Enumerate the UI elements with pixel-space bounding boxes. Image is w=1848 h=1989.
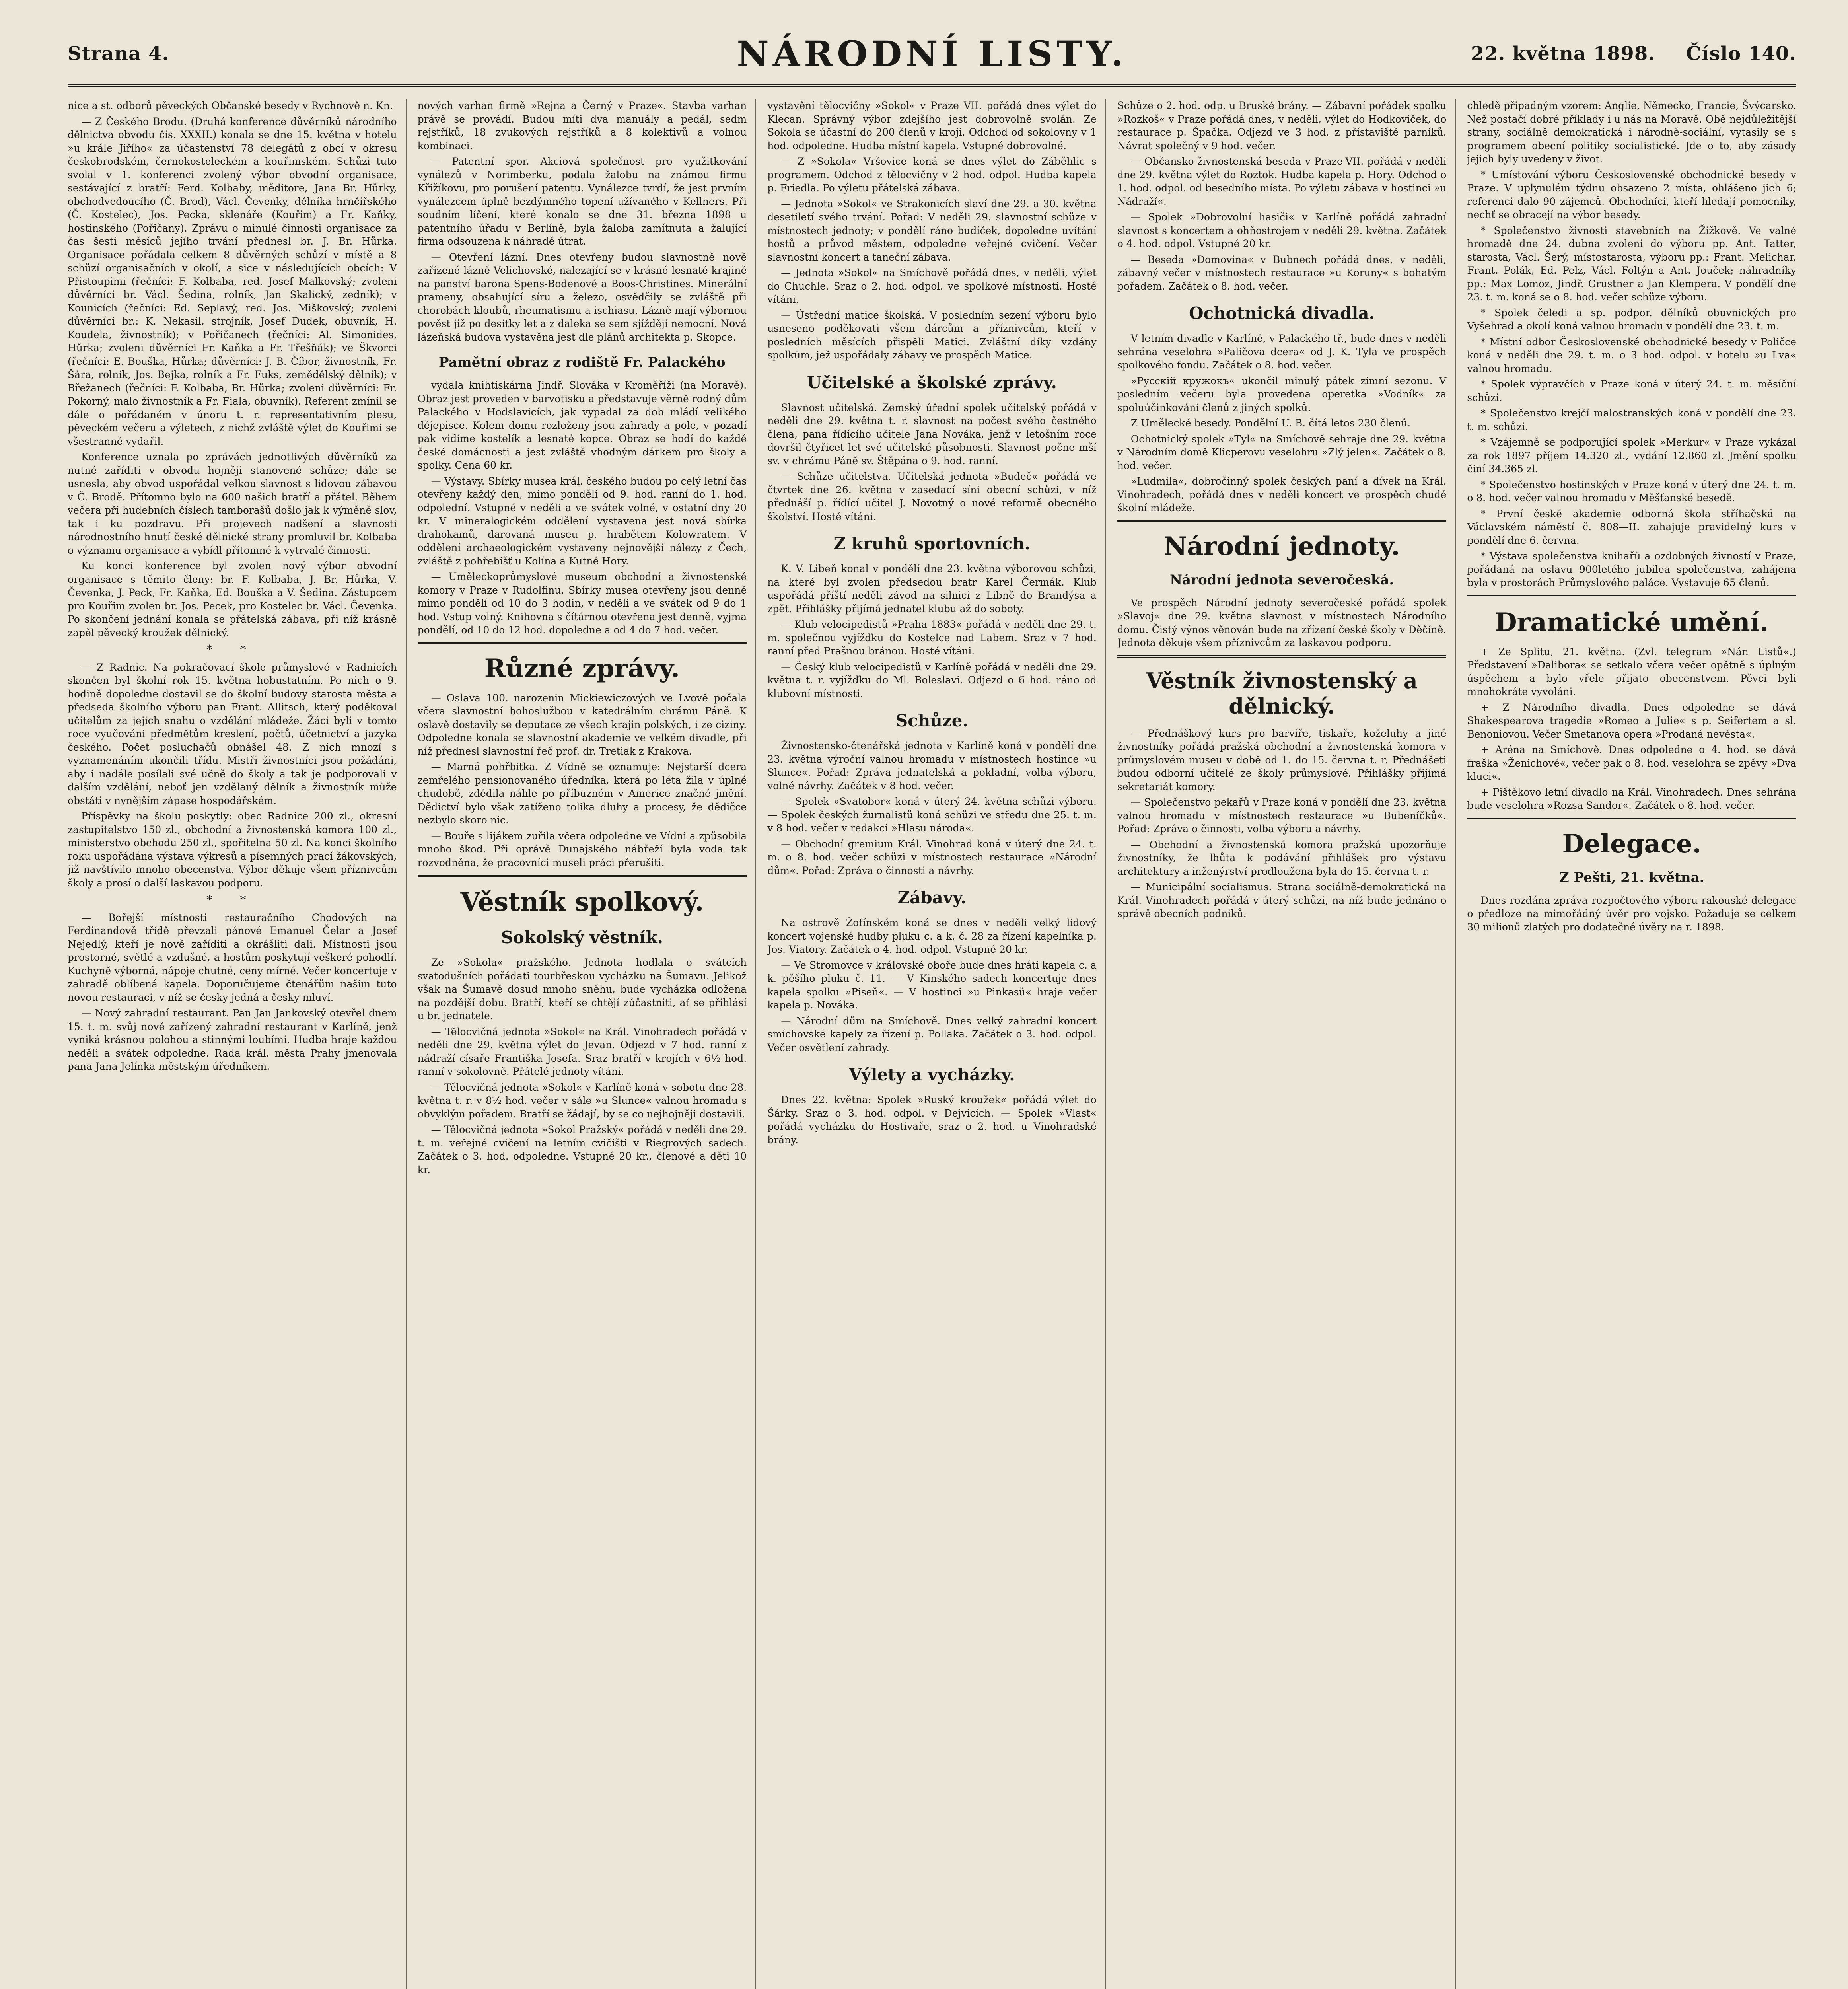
article-paragraph: Dnes 22. května: Spolek »Ruský kroužek« pořádá výlet do Šárky. Sraz o 3. hod. odpol. v Dejvicích. — Spolek »Vlast« pořádá vycházku do Hostivaře, sraz o 2. hod. u Vinohradské brány.: [767, 1094, 1097, 1146]
article-paragraph: Ve prospěch Národní jednoty severočeské pořádá spolek »Slavoj« dne 29. května slavnost v místnostech Národního domu. Čistý výnos věnován bude na zřízení české školy v Děčíně. Jednota děkuje všem příznivcům za laskavou podporu.: [1117, 597, 1447, 648]
article-paragraph: — Tělocvičná jednota »Sokol« v Karlíně koná v sobotu dne 28. května t. r. v 8½ hod. večer v sále »u Slunce« valnou hromadu s obvyklým pořadem. Bratří se žádají, by se co nejhojněji dostavili.: [417, 1081, 747, 1120]
article-paragraph: nice a st. odborů pěveckých Občanské besedy v Rychnově n. Kn.: [68, 100, 393, 111]
article-paragraph: — Výstavy. Sbírky musea král. českého budou po celý letní čas otevřeny každý den, mimo pondělí od 9. hod. ranní do 1. hod. odpolední. Vstupné v neděli a ve svátek volné, v ostatní dny 20 kr. V mineralogickém oddělení vystavena jest nová sbírka drahokamů, darovaná museu p. hrabětem Kolowratem. V oddělení archaeologickém vystaveny nejnovější nálezy z Čech, zvláště z pohřebišť u Kolína a Kutné Hory.: [417, 475, 747, 567]
section-heading: Pamětní obraz z rodiště Fr. Palackého: [439, 354, 726, 370]
article-paragraph: — Municipální socialismus. Strana sociálně-demokratická na Král. Vinohradech pořádá v úterý schůzi, na níž bude jednáno o správě obecních podniků.: [1117, 881, 1447, 919]
article-paragraph: — Z Radnic. Na pokračovací škole průmyslové v Radnicích skončen byl školní rok 15. května hobustatním. Po nich o 9. hodině dopoledne dostavil se do školní budovy starosta města a předseda školního výboru pan Frant. Allitsch, který poděkoval učitelům za jejich snahu o vzdělání mládeže. Žáci byli v tomto roce vyučováni předmětům kreslení, počtů, účetnictví a jazyka českého. Počet posluchačů obnášel 48. Z nich mnozí s vyznamenáním ukončili třídu. Mistři živnostníci jsou požádáni, aby i nadále posílali své učně do školy a tak je podporovali v dalším vzdělání, neboť jen vzdělaný dělník a živnostník může obstáti v nynějším zápase hospodářském.: [68, 661, 397, 806]
article-paragraph: — Otevření lázní. Dnes otevřeny budou slavnostně nově zařízené lázně Velichovské, nalezající se v krásné lesnaté krajině na panství barona Spens-Bodenové a Boos-Christines. Minerální prameny, obsahující síru a železo, osvědčily se zvláště při chorobách kloubů, rheumatismu a ischiasu. Lázně mají výbornou pověst již po desítky let a z daleka se sem sjíždějí nemocní. Nová lázeňská budova vystavěna jest dle plánů architekta p. Skopce.: [417, 251, 747, 343]
article-paragraph: Ku konci konference byl zvolen nový výbor obvodní organisace s těmito členy: br. F. Kolbaba, J. Br. Hůrka, V. Čevenka, J. Peck, Fr. Kaňka, Ed. Bouška a V. Šedina. Zástupcem pro Kouřim zvolen br. Jos. Pecek, pro Kostelec br. Václ. Čevenka. Po skončení jednání konala se přátelská zábava, při níž krásně zapěl pěvecký kroužek dělnický.: [68, 560, 397, 638]
article-paragraph: * Umístování výboru Československé obchodnické besedy v Praze. V uplynulém týdnu obsazeno 2 místa, ohlášeno jich 6; referenci dalo 90 zájemců. Obchodníci, kteří hledají pomocníky, nechť se obracejí na výbor besedy.: [1467, 169, 1796, 220]
article-paragraph: chledě připadným vzorem: Anglie, Německo, Francie, Švýcarsko. Než postačí dobré příklady i u nás na Moravě. Obě nejdůležitější strany, sociálně demokratická i národně-sociální, vytasily se s programem obecní politiky socialistické. Jde o to, aby zásady jejich byly uvedeny v život.: [1467, 100, 1796, 165]
article-paragraph: — Jednota »Sokol« na Smíchově pořádá dnes, v neděli, výlet do Chuchle. Sraz o 2. hod. odpol. ve spolkové místnosti. Hosté vítáni.: [767, 267, 1097, 305]
issue-date: 22. května 1898.: [1471, 43, 1655, 65]
column-2: [418, 99, 757, 1989]
article-paragraph: + Pištěkovo letní divadlo na Král. Vinohradech. Dnes sehrána bude veselohra »Rozsa Sandor«. Začátek o 8. hod. večer.: [1467, 786, 1796, 811]
masthead: [68, 24, 1796, 87]
article-paragraph: — Beseda »Domovina« v Bubnech pořádá dnes, v neděli, zábavný večer v místnostech restaurace »u Koruny« s bohatým pořadem. Začátek o 8. hod. večer.: [1117, 253, 1447, 292]
article-paragraph: — Obchodní a živnostenská komora pražská upozorňuje živnostníky, že lhůta k podávání přihlášek pro výstavu architektury a inženýrství prodloužena byla do 15. června t. r.: [1117, 839, 1447, 877]
section-heading: Z kruhů sportovních.: [833, 534, 1031, 553]
article-paragraph: nových varhan firmě »Rejna a Černý v Praze«. Stavba varhan právě se provádí. Budou míti dva manuály a pedál, sedm rejstříků, 18 zvukových rejstříků a 8 kolektivů a volnou kombinaci.: [417, 100, 747, 152]
section-subheading: Z Pešti, 21. května.: [1559, 869, 1704, 886]
article-paragraph: Slavnost učitelská. Zemský úřední spolek učitelský pořádá v neděli dne 29. května t. r. slavnost na počest svého čestného člena, pana řídícího učitele Jana Nováka, jenž v letošním roce dovršil čtyřicet let své učitelské působnosti. Slavnost počne mší sv. v chrámu Páně sv. Štěpána o 9. hod. ranní.: [767, 401, 1097, 467]
date-issue: [1438, 43, 1796, 65]
column-1: [68, 99, 407, 1989]
section-subheading: Sokolský věstník.: [501, 928, 663, 947]
issue-number: Číslo 140.: [1686, 43, 1796, 65]
article-paragraph: — Z Českého Brodu. (Druhá konference důvěrníků národního dělnictva obvodu čís. XXXII.) konala se dne 15. května v hotelu »u krále Jiřího« za účastenství 78 delegátů z obcí v okresu českobrodském, černokosteleckém a kouřimském. Schůzi tuto svolal v 1. konferenci zvolený výbor obvodní organisace, sestávající z bratří: Ferd. Kolbaby, měditore, Jana Br. Hůrky, obchodvedoucího (Č. Brod), Václ. Čevenky, dělníka hrnčířského (Č. Kostelec), Jos. Pecka, sklenáře (Kouřim) a Fr. Kaňky, hostinského (Pořičany). Zprávu o minulé činnosti organisace za čas šesti měsíců jejího trvání přednesl br. J. Br. Hůrka. Organisace pořádala celkem 8 důvěrných schůzí v místě a 8 schůzí organisačních v okolí, a sice v následujících obcích: V Přistoupimi (řečníci: F. Kolbaba, red. Josef Malkovský; zvoleni důvěrníci br. Václ. Šedina, rolník, Jan Skalický, zedník); v Kounicích (řečníci: Ed. Seplavý, red. Jos. Miškovský; zvoleni důvěrníci br.: K. Nekasil, strojník, Josef Dudek, obuvník, H. Koudela, živnostník); v Pořičanech (řečníci: Al. Simonides, Hůrka; zvoleni důvěrníci Fr. Kaňka a Fr. Třešňák); ve Škvorci (řečníci: E. Bouška, Hůrka; důvěrníci: J. B. Číbor, živnostník, Fr. Šára, rolník, Jos. Bejka, rolník a Fr. Fuks, zemědělský dělník); v Břežanech (řečníci: F. Kolbaba, Br. Hůrka; zvoleni důvěrníci: Fr. Pokorný, malo živnostník a Fr. Fiala, obuvník). Referent zmínil se dále o pořádaném v únoru t. r. representativním plesu, pěveckém večeru a výletech, z nichž zvláště výlet do Kouřimi se všestranně vydařil.: [68, 115, 397, 447]
section-subheading: Národní jednota severočeská.: [1169, 572, 1394, 588]
newspaper-title: NÁRODNÍ LISTY.: [737, 33, 1127, 74]
section-heading: Učitelské a školské zprávy.: [807, 372, 1057, 392]
section-heading: Věstník živnostenský a dělnický.: [1146, 668, 1418, 719]
article-paragraph: V letním divadle v Karlíně, v Palackého tř., bude dnes v neděli sehrána veselohra »Paličova dcera« od J. K. Tyla ve prospěch spolkového fondu. Začátek o 8. hod. večer.: [1117, 333, 1447, 371]
article-paragraph: * Vzájemně se podporující spolek »Merkur« v Praze vykázal za rok 1897 příjem 14.320 zl., vydání 12.860 zl. Jmění spolku činí 34.365 zl.: [1467, 436, 1796, 475]
article-paragraph: * Společenstvo hostinských v Praze koná v úterý dne 24. t. m. o 8. hod. večer valnou hromadu v Měšťanské besedě.: [1467, 479, 1796, 504]
section-rule: [1117, 655, 1447, 658]
article-paragraph: Ochotnický spolek »Tyl« na Smíchově sehraje dne 29. května v Národním domě Klicperovu veselohru »Zlý jelen«. Začátek o 8. hod. večer.: [1117, 433, 1447, 471]
article-paragraph: — Z »Sokola« Vršovice koná se dnes výlet do Záběhlic s programem. Odchod z tělocvičny v 2 hod. odpol. Hudba kapela p. Friedla. Po výletu přátelská zábava.: [767, 156, 1097, 194]
section-heading: Výlety a vycházky.: [849, 1065, 1015, 1084]
article-paragraph: — Oslava 100. narozenin Mickiewiczových ve Lvově počala včera slavnostní bohoslužbou v katedrálním chrámu Páně. K oslavě dostavily se deputace ze všech krajin polských, i ze ciziny. Odpoledne konala se slavnostní akademie ve velkém divadle, při níž přednesl slavnostní řeč prof. dr. Tretiak z Krakova.: [417, 692, 747, 757]
section-heading: Národní jednoty.: [1163, 531, 1400, 561]
section-heading: Různé zprávy.: [484, 653, 680, 683]
section-rule: [1117, 520, 1447, 522]
article-paragraph: K. V. Libeň konal v pondělí dne 23. května výborovou schůzi, na které byl zvolen předsedou bratr Karel Čermák. Klub uspořádá příští neděli závod na silnici z Libně do Brandýsa a zpět. Přihlášky přijímá jednatel klubu až do soboty.: [767, 563, 1097, 615]
section-rule: [418, 642, 747, 644]
article-paragraph: * Výstava společenstva knihařů a ozdobných živností v Praze, pořádaná na oslavu 900letého jubilea společenstva, zahájena byla v prostorách Průmyslového paláce. Vystavuje 65 členů.: [1467, 550, 1796, 588]
article-paragraph: Na ostrově Žofínském koná se dnes v neděli velký lidový koncert vojenské hudby pluku c. a k. č. 28 za řízení kapelníka p. Jos. Viatory. Začátek o 4. hod. odpol. Vstupné 20 kr.: [767, 917, 1097, 955]
article-paragraph: — Jednota »Sokol« ve Strakonicích slaví dne 29. a 30. května desetiletí svého trvání. Pořad: V neděli 29. slavnostní schůze v místnostech jednoty; v pondělí ráno budíček, dopoledne uvítání hostů a průvod městem, odpoledne veřejné cvičení. Večer slavnostní koncert a taneční zábava.: [767, 198, 1097, 263]
article-paragraph: — Tělocvičná jednota »Sokol« na Král. Vinohradech pořádá v neděli dne 29. května výlet do Jevan. Odjezd v 7 hod. ranní z nádraží císaře Františka Josefa. Sraz bratří v krojích v 6½ hod. ranní v sokolovně. Přátelé jednoty vítáni.: [417, 1026, 747, 1077]
section-heading: Schůze.: [895, 711, 969, 730]
article-paragraph: Dnes rozdána zpráva rozpočtového výboru rakouské delegace o předloze na mimořádný úvěr pro vojsko. Požaduje se celkem 30 milionů zlatých pro dodatečné úvěry na r. 1898.: [1467, 894, 1796, 933]
article-paragraph: — Společenstvo pekařů v Praze koná v pondělí dne 23. května valnou hromadu v místnostech restaurace »u Bubeníčků«. Pořad: Zpráva o činnosti, volba výboru a návrhy.: [1117, 796, 1447, 835]
section-separator: * *: [206, 643, 258, 657]
article-paragraph: * Společenstvo živnosti stavebních na Žižkově. Ve valné hromadě dne 24. dubna zvoleni do výboru pp. Ant. Tatter, starosta, Václ. Šerý, místostarosta, výboru pp.: Frant. Melichar, Frant. Polák, Ed. Pelz, Václ. Foltýn a Ant. Jouček; náhradníky pp.: Max Lomoz, Jindř. Grustner a Jan Klempera. V pondělí dne 23. t. m. koná se o 8. hod. večer schůze výboru.: [1467, 224, 1796, 303]
article-paragraph: Ze »Sokola« pražského. Jednota hodlala o svátcích svatodušních pořádati tourbřeskou vycházku na Šumavu. Jelikož však na Šumavě dosud mnoho sněhu, bude vycházka odložena na pozdější dobu. Bratří, kteří se chtějí zúčastniti, ať se přihlásí u br. jednatele.: [417, 957, 747, 1022]
article-paragraph: — Klub velocipedistů »Praha 1883« pořádá v neděli dne 29. t. m. společnou vyjížďku do Kostelce nad Labem. Sraz v 7 hod. ranní před Prašnou bránou. Hosté vítáni.: [767, 619, 1097, 657]
article-paragraph: — Národní dům na Smíchově. Dnes velký zahradní koncert smíchovské kapely za řízení p. Pollaka. Začátek o 3. hod. odpol. Večer osvětlení zahrady.: [767, 1015, 1097, 1053]
article-paragraph: — Ústřední matice školská. V posledním sezení výboru bylo usneseno poděkovati všem dárcům a příznivcům, kteří v posledních měsících přispěli Matici. Zvláštní díky vzdány spolkům, jež uspořádaly zábavy ve prospěch Matice.: [767, 309, 1097, 361]
section-heading: Ochotnická divadla.: [1189, 304, 1375, 323]
article-paragraph: — Schůze učitelstva. Učitelská jednota »Budeč« pořádá ve čtvrtek dne 26. května v zasedací síni obecní schůzi, v níž přednáší p. řídící učitel J. Novotný o nové reformě obecného školství. Hosté vítáni.: [767, 471, 1097, 522]
article-paragraph: — Spolek »Dobrovolní hasiči« v Karlíně pořádá zahradní slavnost s koncertem a ohňostrojem v neděli 29. května. Začátek o 4. hod. odpol. Vstupné 20 kr.: [1117, 211, 1447, 249]
page-number: Strana 4.: [68, 43, 169, 65]
article-paragraph: — Obchodní gremium Král. Vinohrad koná v úterý dne 24. t. m. o 8. hod. večer schůzi v místnostech restaurace »Národní dům«. Pořad: Zpráva o činnosti a návrhy.: [767, 838, 1097, 876]
article-paragraph: * Místní odbor Československé obchodnické besedy v Poličce koná v neděli dne 29. t. m. o 3 hod. odpol. v hotelu »u Lva« valnou hromadu.: [1467, 336, 1796, 374]
article-paragraph: — Ve Stromovce v královské oboře bude dnes hráti kapela c. a k. pěšího pluku č. 11. — V Kinského sadech koncertuje dnes kapela spolku »Piseň«. — V hostinci »u Pinkasů« hraje večer kapela p. Nováka.: [767, 959, 1097, 1011]
article-paragraph: — Uměleckoprůmyslové museum obchodní a živnostenské komory v Praze v Rudolfinu. Sbírky musea otevřeny jsou denně mimo pondělí od 10 do 3 hodin, v neděli a ve svátek od 9 do 1 hod. Vstup volný. Knihovna s čítárnou otevřena jest denně, vyjma pondělí, od 10 do 12 hod. dopoledne a od 4 do 7 hod. večer.: [417, 571, 747, 636]
article-paragraph: + Aréna na Smíchově. Dnes odpoledne o 4. hod. se dává fraška »Ženichové«, večer pak o 8. hod. veselohra se zpěvy »Dva kluci«.: [1467, 744, 1796, 782]
article-paragraph: Příspěvky na školu poskytly: obec Radnice 200 zl., okresní zastupitelstvo 150 zl., obchodní a živnostenská komora 100 zl., ministerstvo obchodu 250 zl., spořitelna 50 zl. Na konci školního roku uspořádána výstava výkresů a písemných prací žákovských, již navštívilo mnoho obecenstva. Výbor děkuje všem příznivcům školy a prosí o další laskavou podporu.: [68, 810, 397, 889]
section-heading: Delegace.: [1562, 829, 1701, 859]
article-paragraph: * Spolek výpravčích v Praze koná v úterý 24. t. m. měsíční schůzi.: [1467, 378, 1796, 403]
article-paragraph: Schůze o 2. hod. odp. u Bruské brány. — Zábavní pořádek spolku »Rozkoš« v Praze pořádá dnes, v neděli, výlet do Hodkoviček, do restaurace p. Špačka. Odjezd ve 3 hod. z přístaviště parníků. Návrat společný v 9 hod. večer.: [1117, 100, 1447, 152]
section-rule: [1467, 818, 1796, 819]
article-paragraph: — Patentní spor. Akciová společnost pro využitkování vynálezů v Norimberku, podala žalobu na známou firmu Křižíkovu, pro porušení patentu. Vynálezce tvrdí, že jest prvním vynálezcem úplně bezdýmného topení užívaného v Kellners. Při soudním líčení, které konalo se dne 31. března 1898 u patentního úřadu v Berlíně, byla žaloba zamítnuta a žalující firma odsouzena k náhradě útrat.: [417, 156, 747, 247]
article-paragraph: vydala knihtiskárna Jindř. Slováka v Kroměříži (na Moravě). Obraz jest proveden v barvotisku a představuje věrně rodný dům Palackého v Hodslavicích, jak vypadal za dob mládí velikého dějepisce. Kolem domu rozloženy jsou zahrady a pole, v pozadí pak vidíme kostelík a lesnaté kopce. Obraz se hodí do každé české domácnosti a jest zvláště vhodným dárkem pro školy a spolky. Cena 60 kr.: [417, 380, 747, 471]
article-paragraph: — Marná pohřbitka. Z Vídně se oznamuje: Nejstarší dcera zemřelého pensionovaného úředníka, která po léta žila v úplné chudobě, zdědila náhle po příbuzném v Americe značné jmění. Dědictví bylo však zatíženo tolika dluhy a procesy, že dědičce nezbylo skoro nic.: [417, 761, 747, 826]
article-paragraph: — Tělocvičná jednota »Sokol Pražský« pořádá v neděli dne 29. t. m. veřejné cvičení na letním cvičišti v Riegrových sadech. Začátek o 3. hod. odpoledne. Vstupné 20 kr., členové a děti 10 kr.: [417, 1124, 747, 1175]
article-paragraph: — Přednáškový kurs pro barvíře, tiskaře, koželuhy a jiné živnostníky pořádá pražská obchodní a živnostenská komora v průmyslovém museu v době od 1. do 15. června t. r. Přednášeti budou odborní učitelé ze školy průmyslové. Přihlášky přijímá sekretariát komory.: [1117, 727, 1447, 792]
article-paragraph: vystavění tělocvičny »Sokol« v Praze VII. pořádá dnes výlet do Klecan. Správný výbor zdejšího jest dobrovolně svolán. Ze Sokola se účastní do 200 členů v kroji. Odchod od sokolovny v 1 hod. odpoledne. Hudba místní kapela. Vstupné dobrovolné.: [767, 100, 1097, 152]
column-3: [767, 99, 1106, 1989]
article-paragraph: Z Umělecké besedy. Pondělní U. B. čítá letos 230 členů.: [1130, 417, 1411, 429]
article-paragraph: * Spolek čeledi a sp. podpor. dělníků obuvnických pro Vyšehrad a okolí koná valnou hromadu v pondělí dne 23. t. m.: [1467, 307, 1796, 332]
article-paragraph: »Pyccкiй кружокъ« ukončil minulý pátek zimní sezonu. V posledním večeru byla provedena operetka »Vodník« za spoluúčinkování členů z jiných spolků.: [1117, 375, 1447, 413]
section-heading: Věstník spolkový.: [460, 887, 704, 917]
section-rule: [1467, 595, 1796, 597]
article-columns: [68, 99, 1796, 1989]
section-heading: Zábavy.: [897, 888, 967, 907]
article-paragraph: * První české akademie odborná škola stříhačská na Václavském náměstí č. 808—II. zahajuje pravidelný kurs v pondělí dne 6. června.: [1467, 508, 1796, 546]
article-paragraph: »Ludmila«, dobročinný spolek českých paní a dívek na Král. Vinohradech, pořádá dnes v neděli koncert ve prospěch chudé školní mládeže.: [1117, 475, 1447, 514]
section-rule: [418, 875, 747, 877]
article-paragraph: + Z Národního divadla. Dnes odpoledne se dává Shakespearova tragedie »Romeo a Julie« s p. Seifertem a sl. Benoniovou. Večer Smetanova opera »Prodaná nevěsta«.: [1467, 701, 1796, 740]
article-paragraph: — Bouře s lijákem zuřila včera odpoledne ve Vídni a způsobila mnoho škod. Při oprávě Dunajského nábřeží byla voda tak rozvodněna, že pracovníci museli práci přerušiti.: [417, 830, 747, 868]
column-4: [1117, 99, 1456, 1989]
article-paragraph: — Občansko-živnostenská beseda v Praze-VII. pořádá v neděli dne 29. května výlet do Roztok. Hudba kapela p. Hory. Odchod o 1. hod. odpol. od besedního místa. Po výletu zábava v hostinci »u Nádraží«.: [1117, 156, 1447, 207]
section-heading: Dramatické umění.: [1495, 607, 1769, 637]
article-paragraph: Konference uznala po zprávách jednotlivých důvěrníků za nutné zaříditi v obvodu hojněji stanovené schůze; dále se usnesla, aby obvod uspořádal velkou slavnost s lidovou zábavou v Č. Brodě. Přítomno bylo na 600 našich bratří a přátel. Během večera při hudebních číslech tamborašů došlo jak k výměně slov, tak i ku pozdravu. Při projevech nadšení a slavnosti národnostního hnutí české dělnické strany promluvil br. Kolbaba o významu organisace a vybídl přítomné k vytrvalé činnosti.: [68, 451, 397, 556]
column-5: [1467, 99, 1796, 1989]
section-separator: * *: [206, 893, 258, 907]
article-paragraph: — Spolek »Svatobor« koná v úterý 24. května schůzi výboru. — Spolek českých žurnalistů koná schůzi ve středu dne 25. t. m. v 8 hod. večer v redakci »Hlasu národa«.: [767, 796, 1097, 834]
article-paragraph: — Český klub velocipedistů v Karlíně pořádá v neděli dne 29. května t. r. vyjížďku do Ml. Boleslavi. Odjezd o 6 hod. ráno od klubovní místnosti.: [767, 661, 1097, 699]
article-paragraph: * Společenstvo krejčí malostranských koná v pondělí dne 23. t. m. schůzi.: [1467, 407, 1796, 432]
article-paragraph: — Bořejší místnosti restauračního Chodových na Ferdinandově třídě převzali pánové Emanuel Čelar a Josef Nejedlý, kteří je nově zaříditi a okrášliti dali. Místnosti jsou prostorné, světlé a vzdušné, a hostům poskytují veškeré pohodlí. Kuchyně výborná, nápoje chutné, ceny mírné. Večer koncertuje v zahradě oblíbená kapela. Doporučujeme čtenářům našim tuto novou restauraci, v níž se česky jedná a česky mluví.: [68, 911, 397, 1003]
article-paragraph: + Ze Splitu, 21. května. (Zvl. telegram »Nár. Listů«.) Představení »Dalibora« se setkalo včera večer opětně s úplným úspěchem a bylo vřele přijato obecenstvem. Pěvci byli mnohokráte vyvoláni.: [1467, 646, 1796, 697]
article-paragraph: — Nový zahradní restaurant. Pan Jan Jankovský otevřel dnem 15. t. m. svůj nově zařízený zahradní restaurant v Karlíně, jenž vyniká krásnou polohou a stinnými loubími. Hudba hraje každou neděli a svátek odpoledne. Rada král. města Prahy jmenovala pana Jana Jelínka městským úředníkem.: [68, 1007, 397, 1072]
article-paragraph: Živnostensko-čtenářská jednota v Karlíně koná v pondělí dne 23. května výroční valnou hromadu v místnostech hostince »u Slunce«. Pořad: Zpráva jednatelská a pokladní, volba výboru, volné návrhy. Začátek v 8 hod. večer.: [767, 740, 1097, 792]
